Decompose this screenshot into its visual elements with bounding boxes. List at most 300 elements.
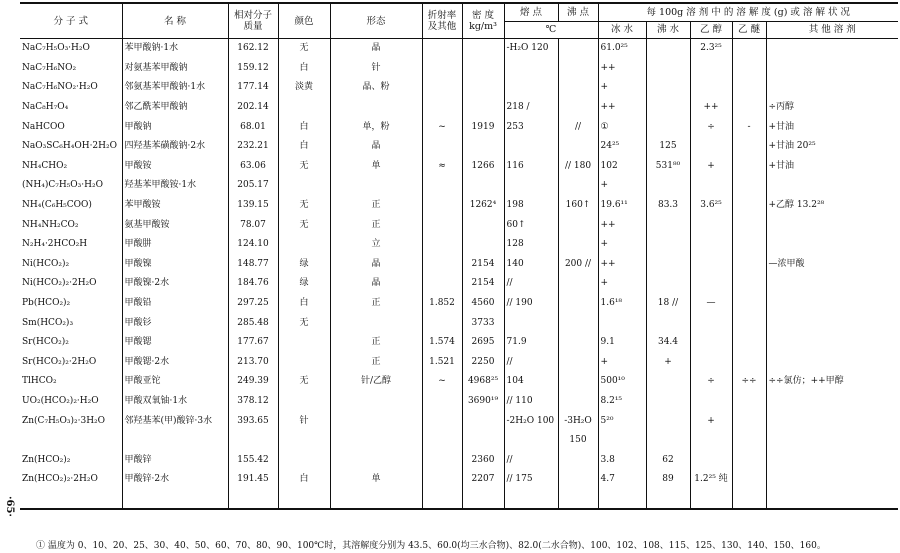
cell-ether bbox=[732, 294, 766, 314]
cell-density: 1262⁴ bbox=[462, 196, 504, 216]
cell-other: +甘油 bbox=[766, 117, 898, 137]
cell-density bbox=[462, 137, 504, 157]
cell-ethanol bbox=[690, 176, 732, 196]
cell-cold: ++ bbox=[598, 215, 646, 235]
cell-name: 甲酸钐 bbox=[122, 313, 228, 333]
cell-name: 甲酸肼 bbox=[122, 235, 228, 255]
cell-refr: ~ bbox=[422, 372, 462, 392]
cell-formula: NaC₈H₇O₄ bbox=[22, 102, 69, 113]
cell-color: 白 bbox=[278, 470, 330, 509]
cell-other bbox=[766, 294, 898, 314]
cell-refr bbox=[422, 392, 462, 412]
cell-hot bbox=[646, 392, 690, 412]
cell-color: 无 bbox=[278, 157, 330, 177]
cell-mw: 148.77 bbox=[228, 255, 278, 275]
cell-density: 4560 bbox=[462, 294, 504, 314]
cell-form: 晶 bbox=[330, 137, 422, 157]
cell-color: 无 bbox=[278, 313, 330, 333]
cell-ether bbox=[732, 39, 766, 59]
cell-hot bbox=[646, 59, 690, 79]
table-row bbox=[20, 137, 898, 157]
cell-ethanol: + bbox=[690, 411, 732, 431]
cell-cold: + bbox=[598, 78, 646, 98]
cell-ethanol: ÷ bbox=[690, 117, 732, 137]
header-other-solvents: 其 他 溶 剂 bbox=[766, 21, 898, 39]
cell-mp: 128 bbox=[504, 235, 558, 255]
cell-formula: Zn(C₇H₅O₃)₂·3H₂O bbox=[22, 415, 106, 426]
cell-bp bbox=[558, 176, 598, 196]
table-row bbox=[20, 196, 898, 216]
cell-color bbox=[278, 235, 330, 255]
cell-ether bbox=[732, 274, 766, 294]
cell-cold: ① bbox=[598, 117, 646, 137]
cell-empty bbox=[278, 431, 330, 451]
cell-form: 立 bbox=[330, 235, 422, 255]
cell-name: 甲酸锶 bbox=[122, 333, 228, 353]
cell-other: +甘油 20²⁵ bbox=[766, 137, 898, 157]
header-form: 形态 bbox=[330, 3, 422, 39]
cell-density: 4968²⁵ bbox=[462, 372, 504, 392]
table-row bbox=[20, 59, 898, 79]
cell-refr bbox=[422, 98, 462, 118]
cell-color: 绿 bbox=[278, 255, 330, 275]
cell-formula: NaHCOO bbox=[22, 121, 65, 132]
cell-cold: 1.6¹⁸ bbox=[598, 294, 646, 314]
cell-hot: 62 bbox=[646, 450, 690, 470]
cell-cold: 500¹⁰ bbox=[598, 372, 646, 392]
cell-mp: // bbox=[504, 353, 558, 373]
cell-ether bbox=[732, 98, 766, 118]
cell-hot: 125 bbox=[646, 137, 690, 157]
cell-color: 无 bbox=[278, 372, 330, 392]
cell-empty bbox=[422, 431, 462, 451]
cell-name: 对氨基苯甲酸钠 bbox=[122, 59, 228, 79]
cell-mp: 140 bbox=[504, 255, 558, 275]
cell-hot: + bbox=[646, 353, 690, 373]
cell-other bbox=[766, 313, 898, 333]
cell-refr: 1.852 bbox=[422, 294, 462, 314]
cell-mp bbox=[504, 137, 558, 157]
cell-ether bbox=[732, 196, 766, 216]
cell-bp-line2: 150 bbox=[558, 431, 598, 451]
cell-density bbox=[462, 59, 504, 79]
table-body bbox=[20, 39, 898, 510]
cell-form bbox=[330, 450, 422, 470]
cell-mp: -H₂O 120 bbox=[504, 39, 558, 59]
cell-ether: - bbox=[732, 117, 766, 137]
cell-bp bbox=[558, 78, 598, 98]
cell-mw: 177.14 bbox=[228, 78, 278, 98]
table-row bbox=[20, 353, 898, 373]
cell-name: 甲酸镍 bbox=[122, 255, 228, 275]
cell-mw: 378.12 bbox=[228, 392, 278, 412]
header-refraction: 折射率及其他 bbox=[422, 3, 462, 39]
cell-bp bbox=[558, 39, 598, 59]
cell-other: —浓甲酸 bbox=[766, 255, 898, 275]
cell-density: 2695 bbox=[462, 333, 504, 353]
cell-density: 3690¹⁹ bbox=[462, 392, 504, 412]
cell-density: 2250 bbox=[462, 353, 504, 373]
cell-mp: // 175 bbox=[504, 470, 558, 509]
cell-ether bbox=[732, 215, 766, 235]
cell-cold: 4.7 bbox=[598, 470, 646, 509]
cell-refr bbox=[422, 255, 462, 275]
cell-other bbox=[766, 78, 898, 98]
cell-name: 甲酸锶·2水 bbox=[122, 353, 228, 373]
cell-hot bbox=[646, 313, 690, 333]
cell-mp: 218 / bbox=[504, 98, 558, 118]
cell-bp bbox=[558, 333, 598, 353]
table-row bbox=[20, 78, 898, 98]
cell-form bbox=[330, 313, 422, 333]
cell-ether bbox=[732, 411, 766, 431]
cell-ethanol bbox=[690, 333, 732, 353]
cell-other: +甘油 bbox=[766, 157, 898, 177]
cell-mw: 155.42 bbox=[228, 450, 278, 470]
cell-formula: Zn(HCO₂)₂·2H₂O bbox=[20, 470, 122, 509]
cell-cold: ++ bbox=[598, 255, 646, 275]
cell-hot bbox=[646, 176, 690, 196]
cell-density bbox=[462, 78, 504, 98]
cell-mw: 249.39 bbox=[228, 372, 278, 392]
cell-cold: ++ bbox=[598, 98, 646, 118]
cell-density: 3733 bbox=[462, 313, 504, 333]
cell-hot: 531⁸⁰ bbox=[646, 157, 690, 177]
cell-other: ÷÷氯仿；++甲醇 bbox=[766, 372, 898, 392]
cell-cold: + bbox=[598, 235, 646, 255]
cell-mw: 232.21 bbox=[228, 137, 278, 157]
cell-color bbox=[278, 392, 330, 412]
cell-formula: Zn(HCO₂)₂ bbox=[22, 454, 71, 465]
cell-hot bbox=[646, 274, 690, 294]
cell-other bbox=[766, 411, 898, 431]
cell-hot bbox=[646, 235, 690, 255]
cell-refr bbox=[422, 196, 462, 216]
cell-color bbox=[278, 353, 330, 373]
cell-empty bbox=[598, 431, 646, 451]
cell-color: 无 bbox=[278, 196, 330, 216]
cell-name: 甲酸镍·2水 bbox=[122, 274, 228, 294]
cell-bp bbox=[558, 450, 598, 470]
table-row bbox=[20, 39, 898, 59]
cell-color: 白 bbox=[278, 59, 330, 79]
cell-refr bbox=[422, 450, 462, 470]
cell-ethanol: + bbox=[690, 157, 732, 177]
cell-form: 晶 bbox=[330, 255, 422, 275]
table-row bbox=[20, 255, 898, 275]
cell-other bbox=[766, 353, 898, 373]
table-row bbox=[20, 294, 898, 314]
cell-cold: + bbox=[598, 274, 646, 294]
cell-mp: 253 bbox=[504, 117, 558, 137]
table-row bbox=[20, 176, 898, 196]
cell-other bbox=[766, 235, 898, 255]
cell-bp bbox=[558, 274, 598, 294]
cell-formula: Ni(HCO₂)₂ bbox=[22, 258, 70, 269]
table-row bbox=[20, 274, 898, 294]
cell-mp: 198 bbox=[504, 196, 558, 216]
cell-refr bbox=[422, 274, 462, 294]
cell-hot: 18 // bbox=[646, 294, 690, 314]
cell-color: 白 bbox=[278, 117, 330, 137]
cell-density: 1266 bbox=[462, 157, 504, 177]
cell-ethanol bbox=[690, 137, 732, 157]
table-row bbox=[20, 215, 898, 235]
table-row bbox=[20, 333, 898, 353]
table-row bbox=[20, 470, 898, 509]
cell-name: 甲酸亚铊 bbox=[122, 372, 228, 392]
cell-name: 羟基苯甲酸铵·1水 bbox=[122, 176, 228, 196]
cell-mp bbox=[504, 313, 558, 333]
cell-mp: // bbox=[504, 450, 558, 470]
cell-bp bbox=[558, 411, 598, 431]
cell-mp: // 190 bbox=[504, 294, 558, 314]
cell-bp bbox=[558, 294, 598, 314]
cell-ethanol bbox=[690, 450, 732, 470]
cell-refr: ≈ bbox=[422, 157, 462, 177]
cell-bp-line1: -3H₂O bbox=[564, 415, 592, 426]
cell-mp bbox=[504, 78, 558, 98]
cell-empty bbox=[330, 431, 422, 451]
cell-name: 四羟基苯磺酸钠·2水 bbox=[122, 137, 228, 157]
table-row bbox=[20, 450, 898, 470]
cell-bp bbox=[558, 372, 598, 392]
cell-refr bbox=[422, 176, 462, 196]
cell-name: 邻羟基苯(甲)酸锌·3水 bbox=[122, 411, 228, 431]
cell-formula: Pb(HCO₂)₂ bbox=[22, 298, 71, 309]
cell-cold: 24²⁵ bbox=[598, 137, 646, 157]
cell-mw: 162.12 bbox=[228, 39, 278, 59]
cell-form: 单 bbox=[330, 470, 422, 509]
cell-form: 正 bbox=[330, 294, 422, 314]
cell-density: 2360 bbox=[462, 450, 504, 470]
cell-form: 晶、粉 bbox=[330, 78, 422, 98]
cell-ethanol bbox=[690, 392, 732, 412]
cell-bp bbox=[558, 215, 598, 235]
cell-other bbox=[766, 333, 898, 353]
cell-bp bbox=[558, 353, 598, 373]
cell-mp: -2H₂O 100 bbox=[504, 411, 558, 431]
cell-empty bbox=[228, 431, 278, 451]
cell-mp: // 110 bbox=[504, 392, 558, 412]
cell-refr: ~ bbox=[422, 117, 462, 137]
cell-formula: NaC₇H₆NO₂ bbox=[22, 62, 77, 73]
cell-formula: Sr(HCO₂)₂ bbox=[22, 337, 69, 348]
cell-form: 正 bbox=[330, 215, 422, 235]
cell-hot bbox=[646, 411, 690, 431]
cell-ethanol: — bbox=[690, 294, 732, 314]
cell-other bbox=[766, 39, 898, 59]
cell-form: 晶 bbox=[330, 274, 422, 294]
cell-bp bbox=[558, 392, 598, 412]
cell-hot bbox=[646, 98, 690, 118]
cell-ether bbox=[732, 470, 766, 509]
cell-mw: 205.17 bbox=[228, 176, 278, 196]
cell-formula: TlHCO₂ bbox=[22, 376, 57, 387]
header-hot-water: 沸 水 bbox=[646, 21, 690, 39]
cell-formula: NH₄CHO₂ bbox=[22, 160, 68, 171]
cell-density: 2154 bbox=[462, 274, 504, 294]
cell-empty bbox=[20, 431, 122, 451]
cell-mp: 104 bbox=[504, 372, 558, 392]
cell-ether bbox=[732, 255, 766, 275]
cell-mw: 191.45 bbox=[228, 470, 278, 509]
cell-ethanol: 3.6²⁵ bbox=[690, 196, 732, 216]
cell-mw: 393.65 bbox=[228, 411, 278, 431]
cell-density: 2154 bbox=[462, 255, 504, 275]
cell-mw: 63.06 bbox=[228, 157, 278, 177]
cell-hot bbox=[646, 255, 690, 275]
cell-ether: ÷÷ bbox=[732, 372, 766, 392]
cell-other bbox=[766, 176, 898, 196]
cell-ether bbox=[732, 333, 766, 353]
cell-form: 针 bbox=[330, 59, 422, 79]
table-header bbox=[20, 3, 898, 39]
cell-hot bbox=[646, 78, 690, 98]
cell-form bbox=[330, 176, 422, 196]
table-row bbox=[20, 235, 898, 255]
cell-bp bbox=[558, 313, 598, 333]
header-name: 名 称 bbox=[122, 3, 228, 39]
cell-refr bbox=[422, 470, 462, 509]
cell-cold: 8.2¹⁵ bbox=[598, 392, 646, 412]
cell-refr: 1.574 bbox=[422, 333, 462, 353]
cell-mw: 177.67 bbox=[228, 333, 278, 353]
cell-density bbox=[462, 215, 504, 235]
cell-ether bbox=[732, 450, 766, 470]
cell-other: ÷丙醇 bbox=[766, 98, 898, 118]
cell-ethanol bbox=[690, 313, 732, 333]
cell-form: 正 bbox=[330, 353, 422, 373]
cell-name: 甲酸铵 bbox=[122, 157, 228, 177]
cell-color bbox=[278, 333, 330, 353]
cell-color: 针 bbox=[278, 411, 330, 431]
cell-formula: NH₄NH₂CO₂ bbox=[22, 219, 79, 230]
header-formula: 分 子 式 bbox=[20, 3, 122, 39]
cell-ethanol bbox=[690, 353, 732, 373]
cell-formula: Ni(HCO₂)₂·2H₂O bbox=[22, 278, 97, 289]
cell-cold: 3.8 bbox=[598, 450, 646, 470]
cell-ether bbox=[732, 176, 766, 196]
cell-mp bbox=[504, 59, 558, 79]
solubility-table-wrapper bbox=[20, 2, 898, 510]
cell-ethanol bbox=[690, 59, 732, 79]
cell-mw: 297.25 bbox=[228, 294, 278, 314]
header-ethanol: 乙 醇 bbox=[690, 21, 732, 39]
cell-refr bbox=[422, 39, 462, 59]
cell-name: 甲酸锌 bbox=[122, 450, 228, 470]
cell-mw: 184.76 bbox=[228, 274, 278, 294]
cell-form bbox=[330, 392, 422, 412]
cell-name: 邻氨基苯甲酸钠·1水 bbox=[122, 78, 228, 98]
cell-cold: 9.1 bbox=[598, 333, 646, 353]
cell-density bbox=[462, 176, 504, 196]
cell-cold bbox=[598, 313, 646, 333]
cell-hot bbox=[646, 117, 690, 137]
table-row-continuation bbox=[20, 431, 898, 451]
header-color: 颜色 bbox=[278, 3, 330, 39]
cell-form: 单 bbox=[330, 157, 422, 177]
cell-formula: NaC₇H₆NO₂·H₂O bbox=[22, 82, 98, 93]
cell-ether bbox=[732, 137, 766, 157]
cell-ethanol: ÷ bbox=[690, 372, 732, 392]
cell-refr bbox=[422, 411, 462, 431]
cell-ethanol: 1.2²⁵ 纯 bbox=[690, 470, 732, 509]
cell-empty bbox=[646, 431, 690, 451]
cell-formula: NH₄(C₆H₅COO) bbox=[22, 200, 92, 211]
cell-color: 无 bbox=[278, 215, 330, 235]
cell-mw: 78.07 bbox=[228, 215, 278, 235]
cell-color bbox=[278, 450, 330, 470]
cell-refr bbox=[422, 313, 462, 333]
cell-ethanol: 2.3²⁵ bbox=[690, 39, 732, 59]
cell-name: 苯甲酸钠·1水 bbox=[122, 39, 228, 59]
table-row bbox=[20, 411, 898, 431]
cell-cold: + bbox=[598, 353, 646, 373]
cell-color: 白 bbox=[278, 137, 330, 157]
cell-other bbox=[766, 215, 898, 235]
cell-density bbox=[462, 39, 504, 59]
cell-formula: NaO₃SC₆H₄OH·2H₂O bbox=[22, 141, 117, 152]
cell-ether bbox=[732, 59, 766, 79]
table-row bbox=[20, 98, 898, 118]
cell-hot bbox=[646, 372, 690, 392]
cell-ether bbox=[732, 392, 766, 412]
cell-name: 甲酸钠 bbox=[122, 117, 228, 137]
cell-form: 正 bbox=[330, 333, 422, 353]
cell-density bbox=[462, 235, 504, 255]
cell-ethanol: ++ bbox=[690, 98, 732, 118]
cell-color: 淡黄 bbox=[278, 78, 330, 98]
cell-bp bbox=[558, 137, 598, 157]
solubility-table bbox=[20, 2, 898, 510]
cell-empty bbox=[690, 431, 732, 451]
cell-ethanol bbox=[690, 255, 732, 275]
cell-refr bbox=[422, 78, 462, 98]
cell-empty bbox=[462, 431, 504, 451]
cell-color: 绿 bbox=[278, 274, 330, 294]
cell-empty bbox=[732, 431, 766, 451]
cell-mp: // bbox=[504, 274, 558, 294]
cell-cold: + bbox=[598, 176, 646, 196]
table-row bbox=[20, 157, 898, 177]
header-density bbox=[462, 3, 504, 39]
table-row bbox=[20, 313, 898, 333]
cell-color: 无 bbox=[278, 39, 330, 59]
header-molecular-weight: 相对分子质量 bbox=[228, 3, 278, 39]
cell-form: 单，粉 bbox=[330, 117, 422, 137]
cell-name: 甲酸锌·2水 bbox=[122, 470, 228, 509]
cell-ether bbox=[732, 157, 766, 177]
cell-mw: 159.12 bbox=[228, 59, 278, 79]
cell-mw: 213.70 bbox=[228, 353, 278, 373]
cell-formula: N₂H₄·2HCO₂H bbox=[22, 239, 88, 250]
cell-bp bbox=[558, 470, 598, 509]
cell-bp bbox=[558, 235, 598, 255]
cell-form: 正 bbox=[330, 196, 422, 216]
cell-formula: (NH₄)C₇H₅O₃·H₂O bbox=[22, 180, 103, 191]
cell-formula: NaC₇H₅O₃·H₂O bbox=[22, 43, 90, 54]
cell-hot bbox=[646, 39, 690, 59]
cell-ethanol bbox=[690, 235, 732, 255]
cell-ethanol bbox=[690, 274, 732, 294]
cell-cold: 5²⁰ bbox=[598, 411, 646, 431]
cell-empty bbox=[766, 431, 898, 451]
cell-empty bbox=[122, 431, 228, 451]
cell-form bbox=[330, 98, 422, 118]
cell-cold: ++ bbox=[598, 59, 646, 79]
cell-name: 邻乙酰苯甲酸钠 bbox=[122, 98, 228, 118]
